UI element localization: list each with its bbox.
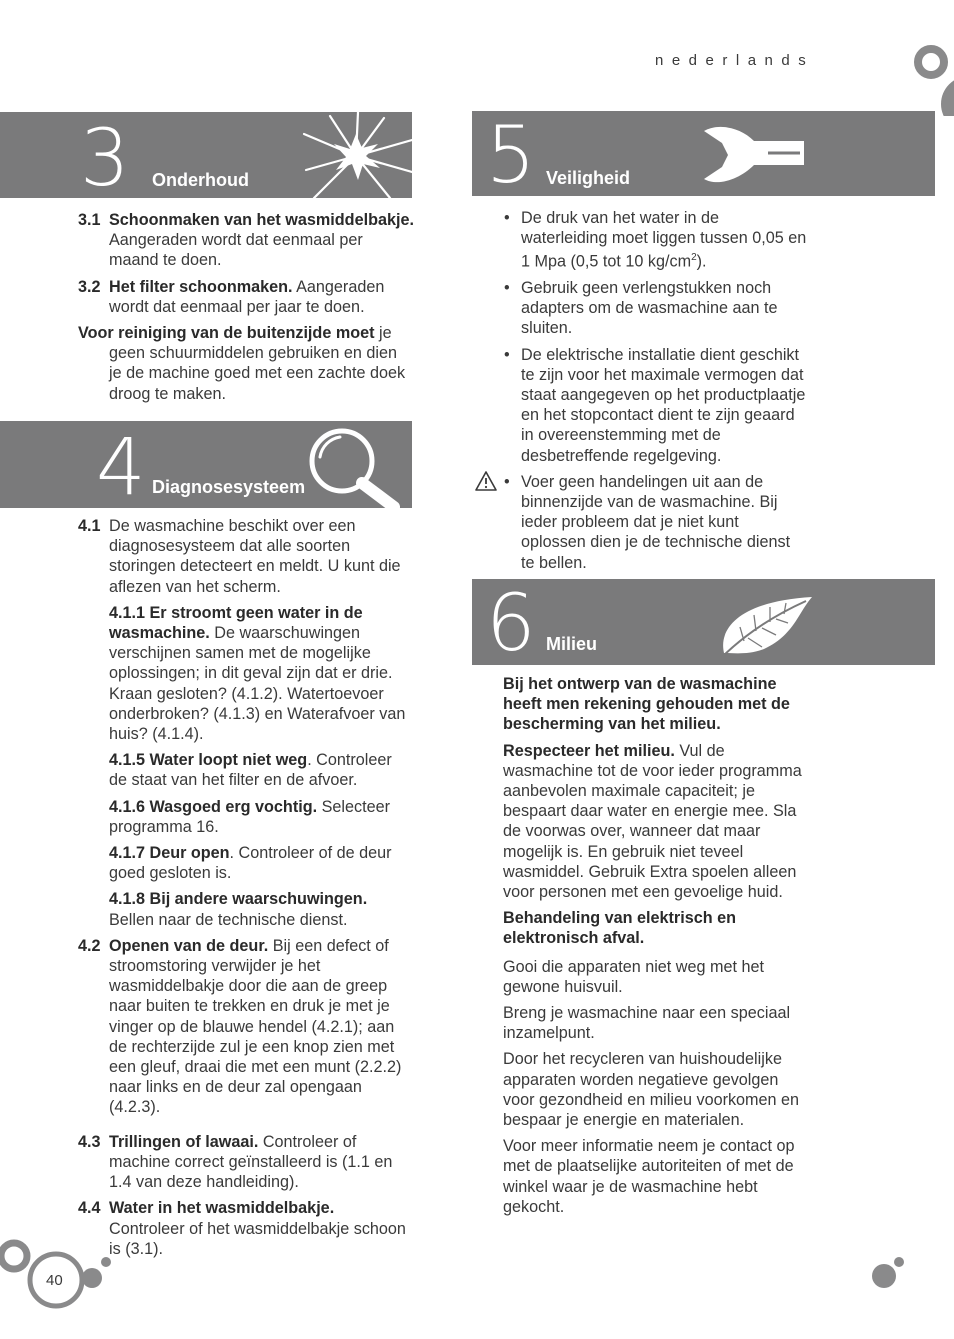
item-text: De waarschuwingen verschijnen samen met de mogelijke oplossingen; in dit geval zijn dat er drie. Kraan gesloten? (4.1.2). Watertoevoer onderbroken? (4.1.3) en Waterafvoer van huis? (4.1.4).: [109, 624, 406, 744]
item-text: De wasmachine beschikt over een diagnosesysteem dat alle soorten storingen detecteert en meldt. U kunt die aflezen van het scherm.: [109, 517, 401, 596]
item-label: 3.1: [78, 211, 101, 229]
section-number: 6: [486, 579, 536, 665]
item-heading: Trillingen of lawaai.: [109, 1132, 259, 1151]
section-title: Onderhoud: [152, 170, 249, 190]
item-heading: 4.1.7 Deur open: [109, 844, 230, 863]
page-number: 40: [46, 1272, 63, 1289]
section-number: 5: [486, 111, 536, 196]
bullet-text: De druk van het water in de waterleiding moet liggen tussen 0,05 en 1 Mpa (0,5 tot 10 kg/cm: [521, 209, 807, 271]
bullet-text-end: ).: [696, 252, 707, 271]
column-veiligheid: [503, 208, 808, 579]
section-bar-veiligheid: [472, 111, 935, 196]
item-label: 4.1: [78, 517, 101, 535]
item-label: 4.4: [78, 1199, 101, 1218]
column-onderhoud: [78, 210, 414, 410]
item-heading: 4.1.6 Wasgoed erg vochtig.: [109, 797, 318, 816]
waste-heading: [503, 908, 808, 948]
item-heading: Schoonmaken van het wasmiddelbakje.: [109, 211, 414, 229]
item-text: Aangeraden wordt dat eenmaal per maand te doen.: [109, 231, 363, 270]
item-text: Bij een defect of stroomstoring verwijder je het wasmiddelbakje door die aan de greep naar buiten te trekken en druk je met je vinger op de blauwe hendel (4.2.1); aan de rechterzijde zul je een knop zien met een gleuf, draai die met een munt (2.2.2) naar links en de deur zal opengaan (4.2.3).: [109, 936, 402, 1117]
item-text: . Controleer of de deur goed gesloten is.: [109, 844, 392, 883]
milieu-paragraph: Voor meer informatie neem je contact op met de plaatselijke autoriteiten of met de winkel waar je de wasmachine hebt gekocht.: [503, 1137, 795, 1216]
item-text: . Controleer de staat van het filter en de afvoer.: [109, 751, 392, 790]
item-heading: 4.1.5 Water loopt niet weg: [109, 751, 308, 770]
item-text: Controleer of machine correct geïnstalleerd is (1.1 en 1.4 van deze handleiding).: [109, 1132, 393, 1192]
item-3-2: [78, 277, 414, 317]
waste-heading-text: Behandeling van elektrisch en elektronisch afval.: [503, 909, 736, 948]
item-heading: Openen van de deur.: [109, 936, 269, 955]
paragraph-heading: Voor reiniging van de buitenzijde moet: [78, 324, 375, 343]
safety-list: [503, 208, 808, 573]
item-heading: Het filter schoonmaken.: [109, 277, 293, 296]
item-text: Bellen naar de technische dienst.: [109, 910, 348, 929]
list-item: • De elektrische installatie dient geschikt te zijn voor het maximale vermogen dat staat aangegeven op het productplaatje en het stopcontact dient te zijn geaard in overeenstemming met de desbetreffende regelgeving.: [503, 345, 808, 466]
paragraph-text: je geen schuurmiddelen gebruiken en dien je de machine goed met een zachte doek droog te maken.: [109, 324, 406, 403]
item-3-1: [78, 210, 414, 271]
item-4-4: [78, 1198, 414, 1259]
superscript: 2: [691, 252, 697, 264]
section-number: 4: [96, 423, 146, 508]
paragraph-text: Vul de wasmachine tot de voor ieder programma aanbevolen maximale capaciteit; je bespaart daar water en energie mee. Sla de voorwas over, wanneer dat maar mogelijk is. En gebruik niet teveel wasmiddel. Gebruik Extra spoelen alleen voor personen met een gevoelige huid.: [503, 741, 802, 902]
item-label: 4.3: [78, 1132, 101, 1151]
leaf-icon: [716, 591, 816, 661]
section-bar-diagnosesysteem: [0, 421, 412, 508]
language-label: nederlands: [655, 52, 815, 69]
column-diagnose: [78, 516, 414, 1265]
section-title: Milieu: [546, 634, 598, 654]
decorative-circles-top: [905, 36, 954, 116]
item-text: Controleer of het wasmiddelbakje schoon is (3.1).: [109, 1219, 406, 1258]
outer-cleaning-paragraph: [78, 323, 414, 404]
milieu-paragraph: Breng je wasmachine naar een speciaal inzamelpunt.: [503, 1004, 791, 1043]
section-title: Veiligheid: [546, 168, 631, 188]
item-4-1-6: [78, 797, 414, 837]
item-4-3: [78, 1132, 414, 1193]
item-4-1-5: [78, 750, 414, 790]
item-label: 4.2: [78, 936, 101, 955]
milieu-respect: [503, 741, 808, 903]
warning-icon: [474, 470, 498, 492]
item-4-1-8: [78, 889, 414, 929]
wrench-icon: [700, 121, 806, 189]
section-number: 3: [80, 114, 130, 198]
item-label: 3.2: [78, 277, 101, 296]
paragraph-heading: Respecteer het milieu.: [503, 741, 675, 760]
item-heading: 4.1.1 Er stroomt geen water in de wasmachine.: [109, 603, 363, 643]
magnifier-icon: [306, 425, 412, 508]
milieu-intro-text: Bij het ontwerp van de wasmachine heeft men rekening gehouden met de bescherming van het milieu.: [503, 675, 790, 734]
item-4-1: [78, 516, 414, 597]
decorative-circles-bottom-right: [868, 1252, 908, 1292]
section-bar-milieu: [472, 579, 935, 665]
item-4-2: [78, 936, 414, 1118]
bullet-text: Voer geen handelingen uit aan de binnenzijde van de wasmachine. Bij ieder probleem dat je niet kunt oplossen dien je de technische dienst te bellen.: [521, 472, 791, 572]
column-milieu: [503, 674, 808, 1223]
list-item: [503, 208, 808, 272]
sparkle-icon: [300, 112, 412, 198]
milieu-intro: [503, 674, 808, 735]
milieu-paragraph: Door het recycleren van huishoudelijke apparaten worden negatieve gevolgen voor gezondheid en milieu voorkomen en bespaar je energie en materialen.: [503, 1050, 800, 1130]
section-title: Diagnosesysteem: [152, 477, 306, 497]
section-bar-onderhoud: [0, 112, 412, 198]
item-heading: Water in het wasmiddelbakje.: [109, 1199, 335, 1218]
item-4-1-1: [78, 603, 414, 744]
item-text: Selecteer programma 16.: [109, 797, 390, 836]
list-item: [503, 472, 808, 573]
item-heading: 4.1.8 Bij andere waarschuwingen.: [109, 890, 368, 909]
milieu-paragraph: Gooi die apparaten niet weg met het gewone huisvuil.: [503, 957, 764, 996]
list-item: • Gebruik geen verlengstukken noch adapters om de wasmachine aan te sluiten.: [503, 278, 808, 339]
item-4-1-7: [78, 843, 414, 883]
item-text: Aangeraden wordt dat eenmaal per jaar te doen.: [109, 277, 385, 316]
